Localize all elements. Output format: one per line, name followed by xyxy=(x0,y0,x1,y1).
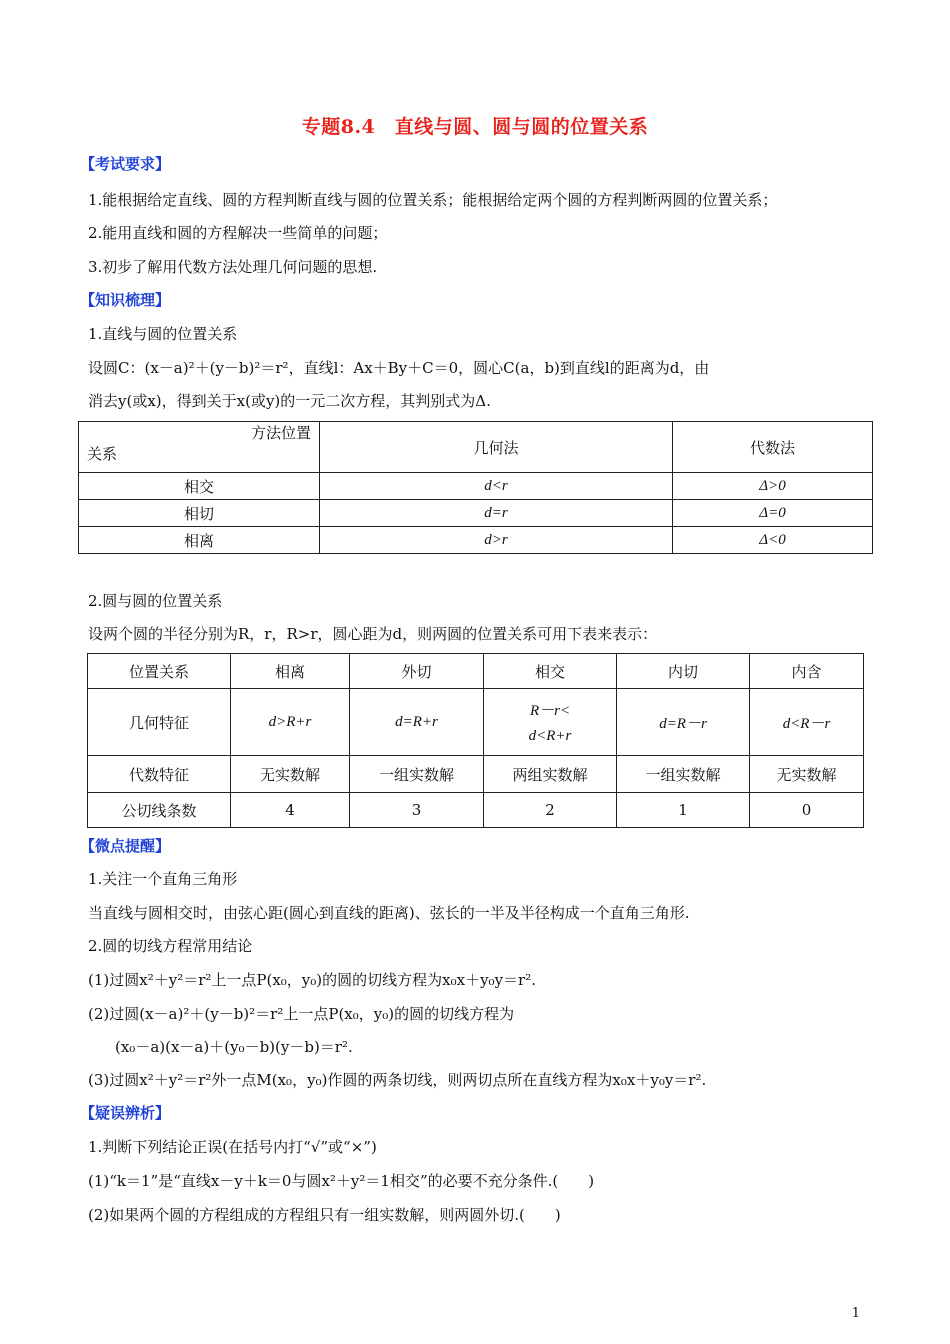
table1-alg: Δ<0 xyxy=(673,527,873,554)
table2-header: 内切 xyxy=(617,654,750,689)
table2-alg: 无实数解 xyxy=(231,756,350,793)
knowledge-heading-2: 2.圆与圆的位置关系 xyxy=(88,592,223,610)
table2-tan: 4 xyxy=(231,793,350,828)
tip-line: (1)过圆x²＋y²＝r²上一点P(x₀，y₀)的圆的切线方程为x₀x＋y₀y＝r². xyxy=(88,971,536,989)
table2-geo: d<R－r xyxy=(750,689,864,756)
judge-line: 1.判断下列结论正误(在括号内打“√”或“×”) xyxy=(88,1138,377,1156)
table1-geo: d>r xyxy=(320,527,673,554)
table1-rel: 相切 xyxy=(79,500,320,527)
tip-line: (x₀－a)(x－a)＋(y₀－b)(y－b)＝r². xyxy=(115,1038,353,1056)
table2-tan: 1 xyxy=(617,793,750,828)
table2-geo: d>R+r xyxy=(231,689,350,756)
section-heading-requirements: 【考试要求】 xyxy=(80,155,171,173)
table2-geo-line1: R－r< xyxy=(529,703,571,719)
page-title: 专题8.4 直线与圆、圆与圆的位置关系 xyxy=(301,116,649,138)
judge-line: (2)如果两个圆的方程组成的方程组只有一组实数解，则两圆外切.( ) xyxy=(88,1206,561,1224)
section-heading-knowledge: 【知识梳理】 xyxy=(80,291,171,309)
table2-header: 内含 xyxy=(750,654,864,689)
table1-geo: d=r xyxy=(320,500,673,527)
table1-col-alg: 代数法 xyxy=(673,422,873,473)
page-number: 1 xyxy=(851,1306,860,1321)
table2-tan: 2 xyxy=(484,793,617,828)
table1-geo: d<r xyxy=(320,473,673,500)
table2-tan: 3 xyxy=(350,793,484,828)
table1-rel: 相交 xyxy=(79,473,320,500)
table1-alg: Δ=0 xyxy=(673,500,873,527)
tip-line: 2.圆的切线方程常用结论 xyxy=(88,937,253,955)
table1-rel: 相离 xyxy=(79,527,320,554)
requirement-2: 2.能用直线和圆的方程解决一些简单的问题； xyxy=(88,224,388,242)
table1-alg: Δ>0 xyxy=(673,473,873,500)
table1-col-geo: 几何法 xyxy=(320,422,673,473)
tip-line: (3)过圆x²＋y²＝r²外一点M(x₀，y₀)作圆的两条切线，则两切点所在直线方程为x₀x＋y₀y＝r². xyxy=(88,1071,707,1089)
table1-header-bottom: 关系 xyxy=(87,445,118,463)
requirement-1: 1.能根据给定直线、圆的方程判断直线与圆的位置关系；能根据给定两个圆的方程判断两圆的位置关系； xyxy=(88,191,778,209)
section-heading-tips: 【微点提醒】 xyxy=(80,837,171,855)
table2-alg: 无实数解 xyxy=(750,756,864,793)
line-circle-table xyxy=(78,421,873,554)
table2-tan-label: 公切线条数 xyxy=(88,793,231,828)
table2-geo-line2: d<R+r xyxy=(528,728,572,744)
table2-alg: 一组实数解 xyxy=(617,756,750,793)
table2-geo-label: 几何特征 xyxy=(88,689,231,756)
table2-header: 相离 xyxy=(231,654,350,689)
section-heading-judge: 【疑误辨析】 xyxy=(80,1104,171,1122)
table2-geo: d=R+r xyxy=(350,689,484,756)
judge-line: (1)“k＝1”是“直线x－y＋k＝0与圆x²＋y²＝1相交”的必要不充分条件.( ) xyxy=(88,1172,595,1190)
table2-alg-label: 代数特征 xyxy=(88,756,231,793)
table2-alg: 两组实数解 xyxy=(484,756,617,793)
table2-header: 位置关系 xyxy=(88,654,231,689)
knowledge-paragraph-3: 设两个圆的半径分别为R，r，R>r，圆心距为d，则两圆的位置关系可用下表来表示： xyxy=(88,625,658,643)
table1-header-top: 方法位置 xyxy=(250,424,311,442)
table2-alg: 一组实数解 xyxy=(350,756,484,793)
tip-line: 1.关注一个直角三角形 xyxy=(88,870,238,888)
knowledge-heading-1: 1.直线与圆的位置关系 xyxy=(88,325,238,343)
table2-geo-intersect xyxy=(484,689,617,756)
table2-tan: 0 xyxy=(750,793,864,828)
circle-circle-table xyxy=(87,653,864,828)
table2-header: 外切 xyxy=(350,654,484,689)
requirement-3: 3.初步了解用代数方法处理几何问题的思想. xyxy=(88,258,378,276)
knowledge-paragraph-1: 设圆C：(x－a)²＋(y－b)²＝r²，直线l：Ax＋By＋C＝0，圆心C(a，b)到直线l的距离为d，由 xyxy=(88,359,710,377)
table2-header: 相交 xyxy=(484,654,617,689)
table2-geo: d=R－r xyxy=(617,689,750,756)
table1-header-corner xyxy=(79,422,320,473)
tip-line: 当直线与圆相交时，由弦心距(圆心到直线的距离)、弦长的一半及半径构成一个直角三角形. xyxy=(88,904,690,922)
knowledge-paragraph-2: 消去y(或x)，得到关于x(或y)的一元二次方程，其判别式为Δ. xyxy=(88,392,491,410)
tip-line: (2)过圆(x－a)²＋(y－b)²＝r²上一点P(x₀，y₀)的圆的切线方程为 xyxy=(88,1005,515,1023)
